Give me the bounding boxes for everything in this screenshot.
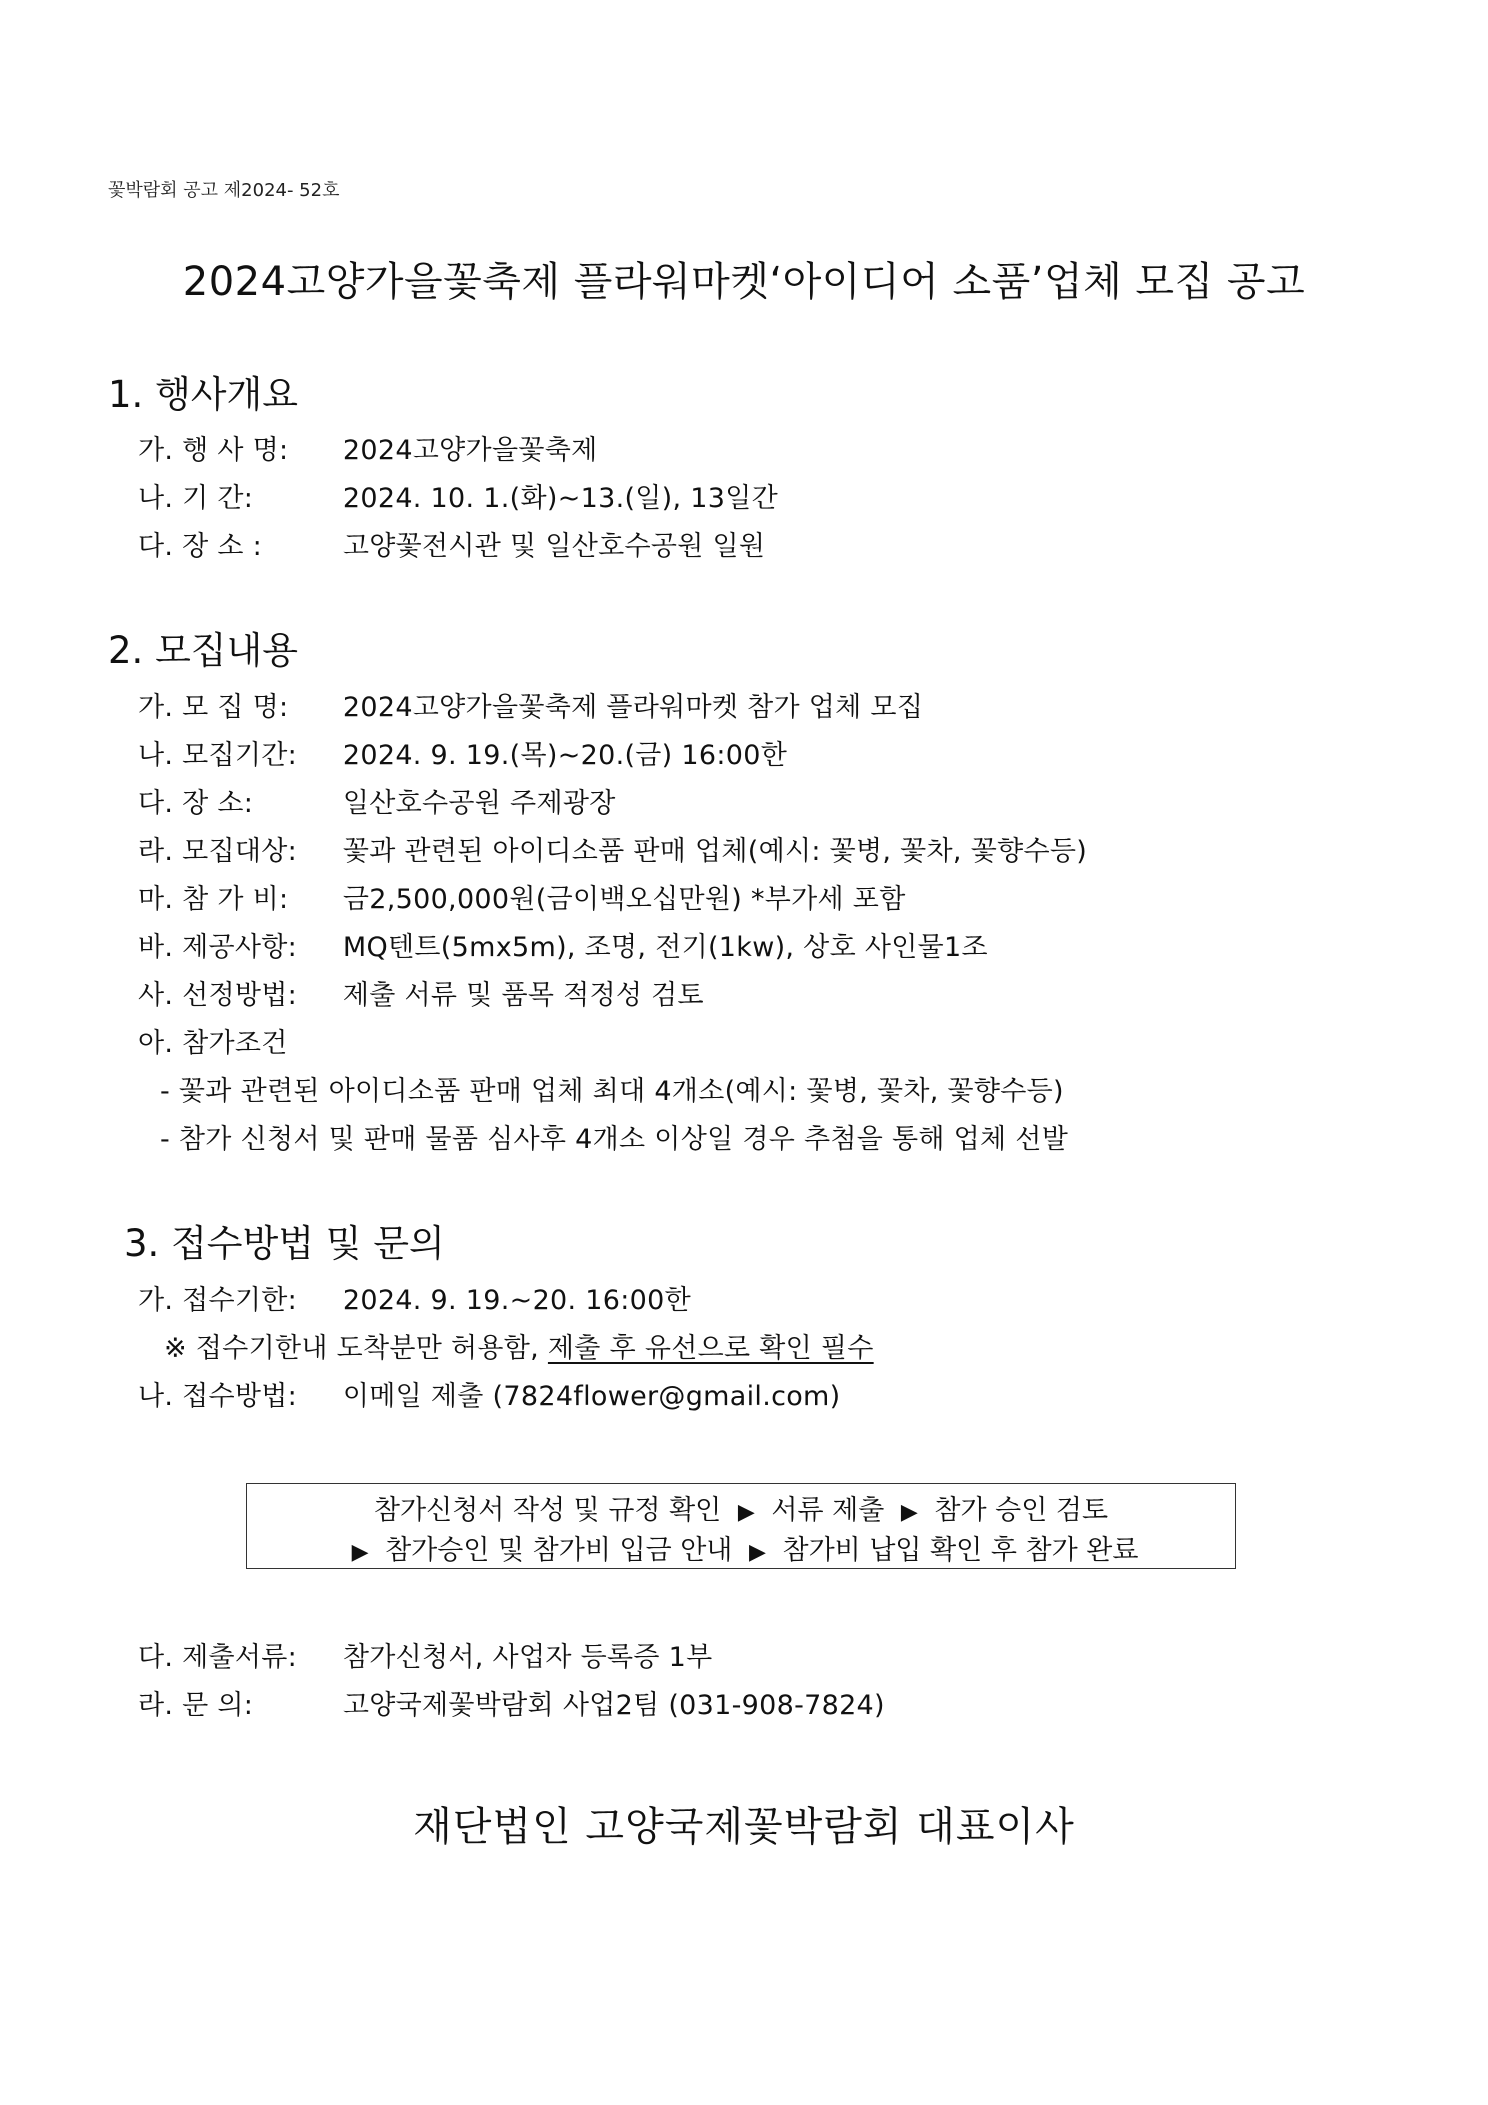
recruit-name-key: 가. 모 집 명: [138,692,289,723]
event-period-value: 2024. 10. 1.(화)~13.(일), 13일간 [334,483,778,514]
event-period-key: 나. 기 간: [138,483,254,514]
submission-method-line [138,1374,841,1413]
participation-fee-value: 금2,500,000원(금이백오십만원) *부가세 포함 [334,884,906,915]
deadline-value: 2024. 9. 19.~20. 16:00한 [334,1285,691,1316]
section-1-heading: 1. 행사개요 [108,373,299,416]
flow-step-review: 참가 승인 검토 [934,1495,1109,1526]
recruit-venue-line [138,781,616,820]
submission-method-value: 이메일 제출 (7824flower@gmail.com) [334,1381,841,1412]
event-venue-line [138,524,765,563]
deadline-line [138,1278,691,1317]
deadline-note-emphasis: 제출 후 유선으로 확인 필수 [547,1333,874,1364]
recruit-target-value: 꽃과 관련된 아이디소품 판매 업체(예시: 꽃병, 꽃차, 꽃향수등) [334,836,1088,867]
section-3-heading: 3. 접수방법 및 문의 [124,1222,445,1265]
event-period-line [138,476,778,515]
selection-method-line [138,973,704,1012]
recruit-period-key: 나. 모집기간: [138,740,298,771]
required-documents-key: 다. 제출서류: [138,1642,298,1673]
closing-signature: 재단법인 고양국제꽃박람회 대표이사 [413,1804,1075,1850]
recruit-period-line [138,733,787,772]
flow-step-submit-documents: 서류 제출 [771,1495,885,1526]
deadline-note-text: ※ 접수기한내 도착분만 허용함, [164,1333,548,1364]
arrow-right-icon: ▶ [351,1540,369,1565]
process-flow-line-1 [247,1488,1235,1527]
recruit-target-line [138,829,1087,868]
required-documents-value: 참가신청서, 사업자 등록증 1부 [334,1642,713,1673]
provided-items-key: 바. 제공사항: [138,932,298,963]
flow-step-application: 참가신청서 작성 및 규정 확인 [373,1495,722,1526]
submission-method-key: 나. 접수방법: [138,1381,298,1412]
event-venue-key: 다. 장 소 : [138,531,263,562]
document-number: 꽃박람회 공고 제2024- 52호 [108,180,340,201]
contact-key: 라. 문 의: [138,1690,254,1721]
recruit-period-value: 2024. 9. 19.(목)~20.(금) 16:00한 [334,740,788,771]
recruit-name-value: 2024고양가을꽃축제 플라워마켓 참가 업체 모집 [334,692,924,723]
deadline-key: 가. 접수기한: [138,1285,298,1316]
selection-method-key: 사. 선정방법: [138,980,298,1011]
event-name-key: 가. 행 사 명: [138,435,289,466]
recruit-target-key: 라. 모집대상: [138,836,298,867]
participation-fee-key: 마. 참 가 비: [138,884,289,915]
required-documents-line [138,1635,712,1674]
arrow-right-icon: ▶ [737,1500,755,1525]
section-2-heading: 2. 모집내용 [108,629,299,672]
contact-value: 고양국제꽃박람회 사업2팀 (031-908-7824) [334,1690,885,1721]
condition-item-2: - 참가 신청서 및 판매 물품 심사후 4개소 이상일 경우 추첨을 통해 업체 선발 [160,1124,1069,1155]
recruit-name-line [138,685,923,724]
event-name-value: 2024고양가을꽃축제 [334,435,598,466]
event-name-line [138,428,597,467]
document-title: 2024고양가을꽃축제 플라워마켓‘아이디어 소품’업체 모집 공고 [182,259,1306,305]
condition-item-1: - 꽃과 관련된 아이디소품 판매 업체 최대 4개소(예시: 꽃병, 꽃차, 꽃향수등) [160,1076,1064,1107]
flow-step-approval-notice: 참가승인 및 참가비 입금 안내 [385,1535,733,1566]
participation-fee-line [138,877,906,916]
provided-items-line [138,925,988,964]
selection-method-value: 제출 서류 및 품목 적정성 검토 [334,980,704,1011]
process-flow-line-2 [247,1528,1235,1567]
conditions-label: 아. 참가조건 [138,1028,288,1059]
process-flow-box [246,1483,1236,1569]
event-venue-value: 고양꽃전시관 및 일산호수공원 일원 [334,531,766,562]
deadline-note-line [164,1326,874,1365]
recruit-venue-value: 일산호수공원 주제광장 [334,788,616,819]
provided-items-value: MQ텐트(5mx5m), 조명, 전기(1kw), 상호 사인물1조 [334,932,988,963]
arrow-right-icon: ▶ [900,1500,918,1525]
flow-step-complete: 참가비 납입 확인 후 참가 완료 [782,1535,1139,1566]
arrow-right-icon: ▶ [749,1540,766,1565]
recruit-venue-key: 다. 장 소: [138,788,254,819]
contact-line [138,1683,885,1722]
